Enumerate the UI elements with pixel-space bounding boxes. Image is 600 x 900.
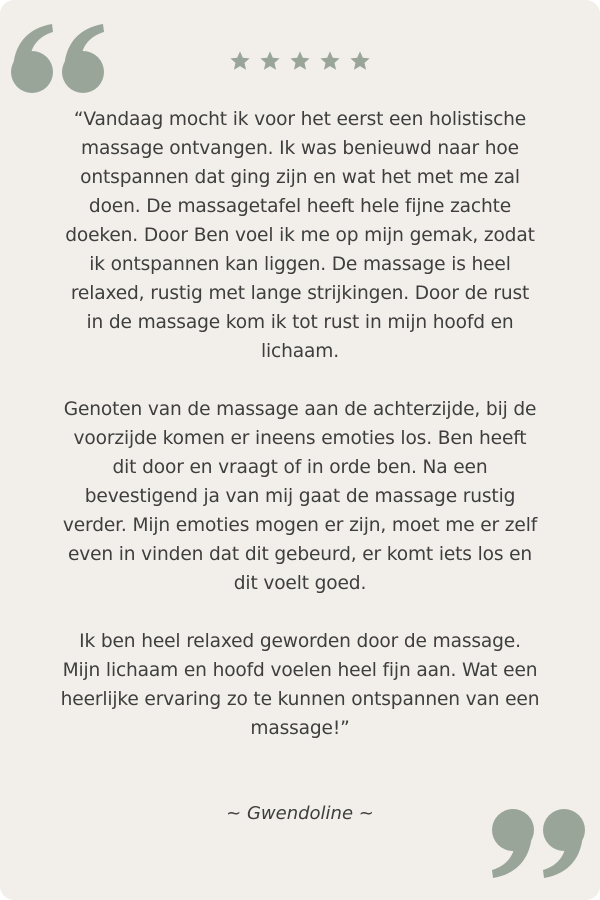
review-paragraph: “Vandaag mocht ik voor het eerst een holistische massage ontvangen. Ik was benieuwd naar hoe ontspannen dat ging zijn en wat het met me zal doen. De massagetafel heeft hele fijne zachte doeken. Door Ben voel ik me op mijn gemak, zodat ik ontspannen kan liggen. De massage is heel relaxed, rustig met lange strijkingen. Door de rust in de massage kom ik tot rust in mijn hoofd en lichaam. (65, 109, 535, 362)
review-paragraph: Genoten van de massage aan de achterzijde, bij de voorzijde komen er ineens emoties los. Ben heeft dit door en vraagt of in orde ben. Na een bevestigend ja van mij gaat de massage rustig verder. Mijn emoties mogen er zijn, moet me er zelf even in vinden dat dit gebeurd, er komt iets los en dit voelt goed. (62, 399, 538, 594)
quote-close-icon (484, 804, 588, 880)
star-icon (229, 50, 251, 72)
star-rating (0, 46, 600, 76)
star-icon (319, 50, 341, 72)
star-icon (349, 50, 371, 72)
review-author: ~ Gwendoline ~ (226, 803, 374, 824)
star-icon (259, 50, 281, 72)
review-paragraph: Ik ben heel relaxed geworden door de massage. Mijn lichaam en hoofd voelen heel fijn aan. Wat een heerlijke ervaring zo te kunnen ontspannen van een massage!” (60, 631, 540, 739)
star-icon (289, 50, 311, 72)
review-text (60, 105, 540, 772)
